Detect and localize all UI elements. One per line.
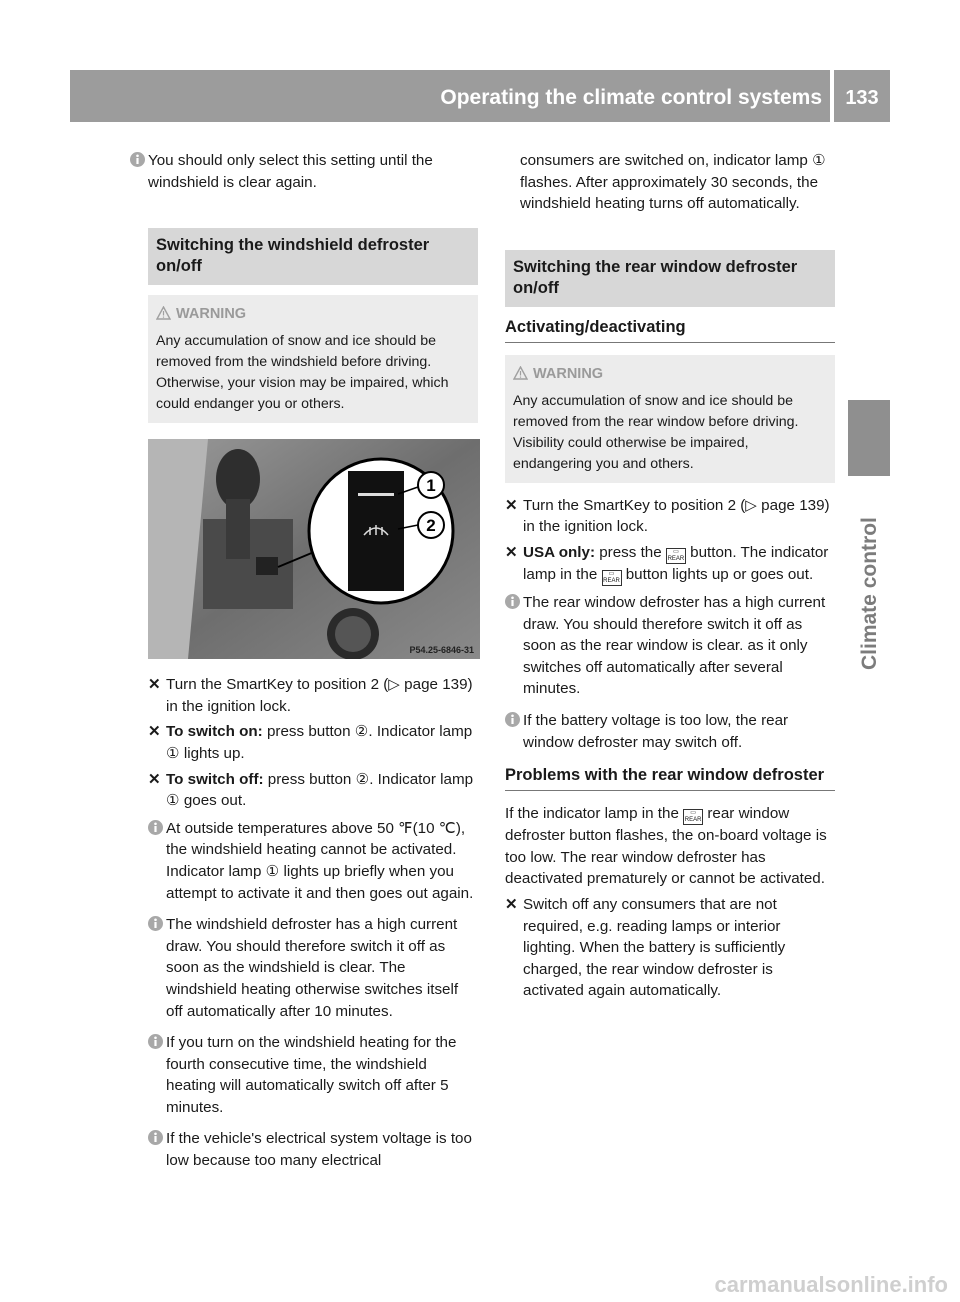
warning-title-text: WARNING bbox=[533, 365, 604, 382]
figure-code: P54.25-6846-31 bbox=[409, 645, 474, 656]
bullet-x-icon: ✕ bbox=[148, 770, 161, 788]
warning-triangle-icon bbox=[513, 365, 528, 386]
callout-2: 2 bbox=[426, 516, 436, 536]
info-icon bbox=[148, 820, 163, 835]
page-title: Operating the climate control systems bbox=[440, 86, 822, 109]
info-text: The rear window defroster has a high current draw. You should therefore switch it off as soon as the rear window is clear. as it only switches off automatically after several minutes. bbox=[523, 593, 826, 698]
bullet-x-icon: ✕ bbox=[148, 676, 161, 694]
section-heading: Switching the windshield defroster on/off bbox=[148, 228, 478, 285]
info-note bbox=[148, 1032, 478, 1118]
warning-triangle-icon bbox=[156, 305, 171, 326]
page-number: 133 bbox=[845, 87, 879, 109]
info-text: If you turn on the windshield heating for the fourth consecutive time, the windshield heating will automatically switch off after 5 minutes. bbox=[166, 1034, 457, 1116]
bullet-x-icon: ✕ bbox=[505, 543, 518, 561]
warning-box bbox=[505, 355, 835, 483]
info-note bbox=[505, 592, 835, 700]
info-text: If the battery voltage is too low, the rear window defroster may switch off. bbox=[523, 711, 789, 751]
bullet-x-icon: ✕ bbox=[505, 895, 518, 913]
info-note bbox=[148, 1128, 478, 1171]
rear-window-defroster-icon: ▭ REAR bbox=[603, 570, 620, 584]
section-heading: Switching the rear window defroster on/off bbox=[505, 250, 835, 307]
step-text: Switch off any consumers that are not required, e.g. reading lamps or interior lighting. When the battery is sufficiently charged, the rear window defroster is activated again automatically. bbox=[523, 895, 786, 1000]
rear-window-defroster-icon: ▭ REAR bbox=[667, 548, 685, 562]
warning-title-text: WARNING bbox=[176, 306, 247, 323]
left-column bbox=[148, 150, 478, 1172]
chapter-tab-marker bbox=[848, 400, 890, 476]
bullet-x-icon: ✕ bbox=[148, 723, 161, 741]
instruction-step bbox=[148, 721, 478, 764]
footer-watermark: carmanualsonline.info bbox=[714, 1272, 948, 1297]
info-text: If the vehicle's electrical system voltage is too low because too many electrical bbox=[166, 1130, 472, 1170]
instruction-step bbox=[148, 769, 478, 812]
info-note bbox=[130, 150, 478, 193]
body-paragraph: If the indicator lamp in the ▭ REAR rear window defroster button flashes, the on-board voltage is too low. The rear window defroster has deactivated prematurely or cannot be activated. bbox=[505, 805, 827, 888]
step-text: To switch off: press button ②. Indicator lamp ① goes out. bbox=[166, 770, 474, 810]
switch-figure bbox=[148, 439, 480, 659]
info-text: At outside temperatures above 50 ℉(10 ℃), the windshield heating cannot be activated. Indicator lamp ① lights up briefly when you attempt to activate it and then goes out again. bbox=[166, 819, 474, 902]
step-text: USA only: press the ▭ REAR button. The indicator lamp in the ▭ REAR button lights up or goes out. bbox=[523, 543, 829, 584]
info-icon bbox=[148, 916, 163, 931]
rear-window-defroster-icon: ▭ REAR bbox=[684, 810, 702, 824]
instruction-step bbox=[505, 894, 835, 1002]
right-column bbox=[505, 150, 835, 1002]
step-text: To switch on: press button ②. Indicator lamp ① lights up. bbox=[166, 723, 473, 762]
info-note bbox=[148, 818, 478, 904]
info-icon bbox=[505, 594, 520, 609]
bullet-x-icon: ✕ bbox=[505, 496, 518, 514]
warning-text: Any accumulation of snow and ice should be removed from the windshield before driving. Otherwise, your vision may be impaired, which could endanger you or others. bbox=[156, 333, 449, 413]
instruction-step bbox=[505, 542, 835, 586]
info-icon bbox=[148, 1130, 163, 1145]
chapter-tab-label: Climate control bbox=[858, 517, 881, 670]
info-icon bbox=[505, 712, 520, 727]
subsection-heading: Activating/deactivating bbox=[505, 317, 835, 343]
instruction-step bbox=[148, 674, 478, 717]
info-icon bbox=[148, 1034, 163, 1049]
warning-text: Any accumulation of snow and ice should be removed from the rear window before driving. Visibility could otherwise be impaired, endangering you and others. bbox=[513, 392, 799, 472]
warning-box bbox=[148, 295, 478, 423]
info-note bbox=[505, 710, 835, 753]
warning-title bbox=[156, 304, 470, 325]
instruction-step bbox=[505, 495, 835, 538]
info-text: The windshield defroster has a high current draw. You should therefore switch it off as soon as the windshield is clear. The windshield heating otherwise switches itself off automatically after 10 minutes. bbox=[166, 916, 459, 1020]
subsection-heading: Problems with the rear window defroster bbox=[505, 765, 835, 791]
continued-text: consumers are switched on, indicator lamp ① flashes. After approximately 30 seconds, the windshield heating turns off automatically. bbox=[520, 152, 826, 213]
step-text: Turn the SmartKey to position 2 (▷ page 139) in the ignition lock. bbox=[166, 676, 473, 715]
info-note bbox=[148, 914, 478, 1022]
callout-1: 1 bbox=[426, 476, 436, 496]
step-text: Turn the SmartKey to position 2 (▷ page 139) in the ignition lock. bbox=[523, 496, 830, 536]
info-icon bbox=[130, 152, 145, 167]
warning-title bbox=[513, 364, 827, 385]
info-text: You should only select this setting until the windshield is clear again. bbox=[148, 152, 433, 191]
